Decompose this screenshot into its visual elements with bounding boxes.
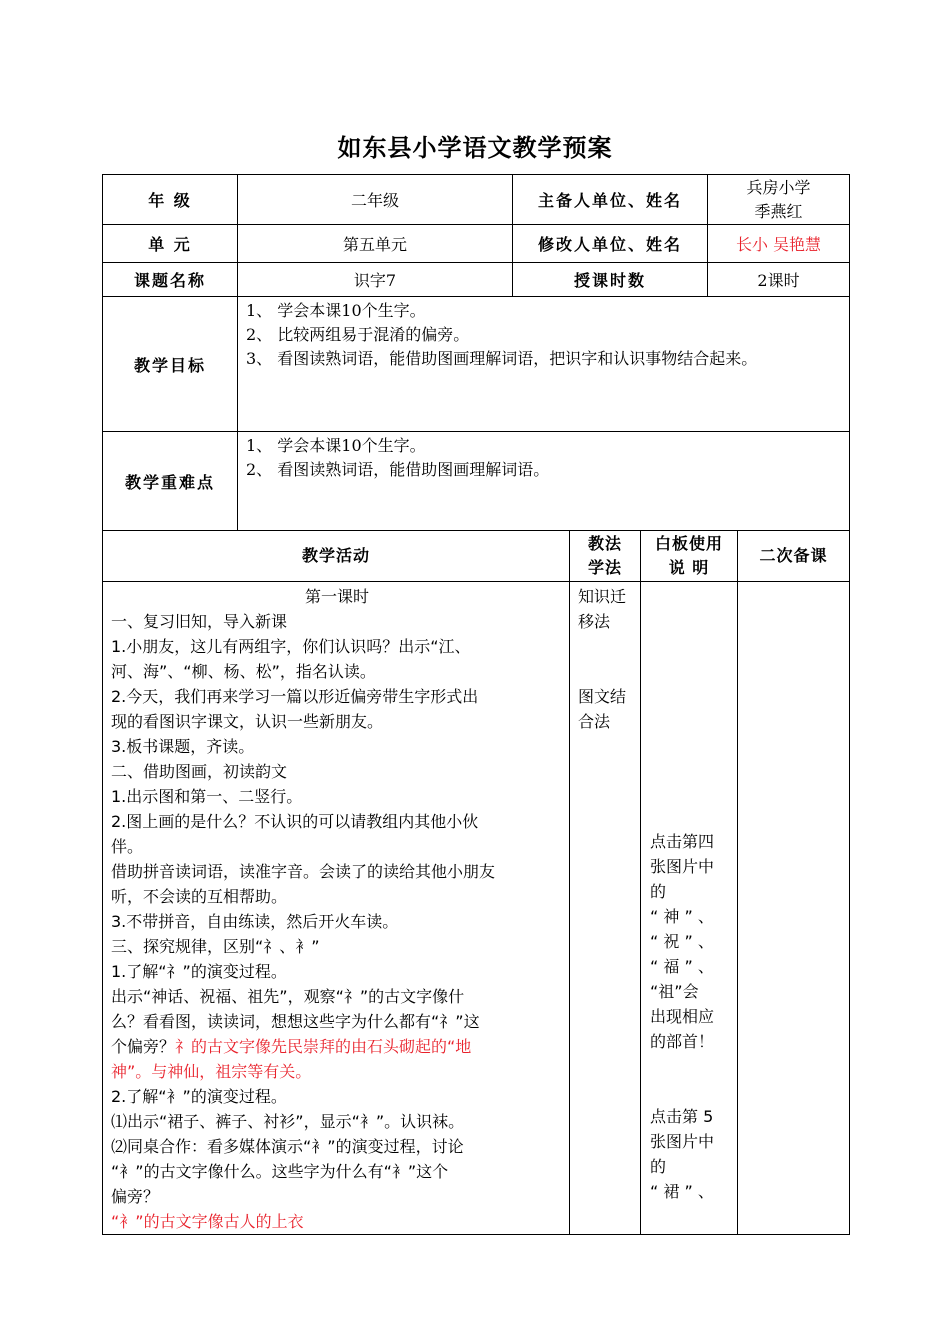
board-line: 的 xyxy=(650,882,667,901)
unit-value: 第五单元 xyxy=(238,225,513,263)
method-header-line: 学法 xyxy=(587,558,622,577)
lesson-title: 第一课时 xyxy=(304,587,369,606)
highlight-note: 礻的古文字像先民崇拜的由石头砌起的“地 xyxy=(175,1037,472,1056)
goal-item: 2、 比较两组易于混淆的偏旁。 xyxy=(246,325,470,344)
method-header xyxy=(570,531,641,582)
highlight-note: “衤”的古文字像古人的上衣 xyxy=(111,1212,304,1231)
activity-line: ⑴出示“裙子、裤子、衬衫”，显示“衤”。认识袜。 xyxy=(111,1112,465,1131)
page-title: 如东县小学语文教学预案 xyxy=(337,134,613,162)
activity-line: 河、海”、“柳、杨、松”，指名认读。 xyxy=(111,662,376,681)
activity-line: 1.小朋友，这儿有两组字，你们认识吗？出示“江、 xyxy=(111,637,471,656)
keypoints-label: 教学重难点 xyxy=(103,432,238,531)
method-content xyxy=(570,582,641,1235)
activity-line: 3.不带拼音，自由练读，然后开火车读。 xyxy=(111,912,399,931)
board-line: 的 xyxy=(650,1157,667,1176)
secondary-content xyxy=(738,582,850,1235)
method-line: 合法 xyxy=(578,712,611,731)
activity-line: 出示“神话、祝福、祖先”，观察“礻”的古文字像什 xyxy=(111,987,465,1006)
reviser-label: 修改人单位、姓名 xyxy=(513,225,708,263)
highlight-note: 神”。与神仙，祖宗等有关。 xyxy=(111,1062,312,1081)
keypoint-item: 1、 学会本课10个生字。 xyxy=(246,436,426,455)
author-value xyxy=(708,175,850,225)
activity-line: 1.出示图和第一、二竖行。 xyxy=(111,787,303,806)
info-table xyxy=(102,174,850,531)
hours-value: 2课时 xyxy=(708,263,850,297)
grade-value: 二年级 xyxy=(238,175,513,225)
reviser-value: 长小 吴艳慧 xyxy=(708,225,850,263)
activity-line: 偏旁？ xyxy=(111,1187,160,1206)
activity-line: ⑵同桌合作：看多媒体演示“衤”的演变过程，讨论 xyxy=(111,1137,464,1156)
board-line: “ 神 ” 、 xyxy=(650,907,714,926)
method-line: 图文结 xyxy=(578,687,627,706)
activity-line: 3.板书课题，齐读。 xyxy=(111,737,255,756)
method-header-line: 教法 xyxy=(587,534,622,553)
board-line: 出现相应 xyxy=(650,1007,715,1026)
board-line: “ 祝 ” 、 xyxy=(650,932,714,951)
method-line: 移法 xyxy=(578,612,611,631)
activity-table xyxy=(102,530,850,1235)
author-school: 兵房小学 xyxy=(746,177,811,197)
topic-value: 识字7 xyxy=(238,263,513,297)
activity-content xyxy=(103,582,570,1235)
activity-line: 2.了解“衤”的演变过程。 xyxy=(111,1087,287,1106)
author-label: 主备人单位、姓名 xyxy=(513,175,708,225)
keypoints-content xyxy=(238,432,850,531)
goal-item: 3、 看图读熟词语，能借助图画理解词语，把识字和认识事物结合起来。 xyxy=(246,349,758,368)
activity-line xyxy=(111,1034,563,1059)
author-name: 季燕红 xyxy=(754,201,803,221)
board-line: “ 福 ” 、 xyxy=(650,957,714,976)
board-line: 点击第四 xyxy=(650,832,715,851)
board-line: 张图片中 xyxy=(650,1132,715,1151)
spacer xyxy=(578,634,636,684)
goals-label: 教学目标 xyxy=(103,297,238,432)
section-heading: 一、复习旧知，导入新课 xyxy=(111,612,288,631)
method-line: 知识迁 xyxy=(578,587,627,606)
board-header-line: 白板使用 xyxy=(654,534,723,553)
unit-label: 单 元 xyxy=(103,225,238,263)
board-line: “ 裙 ” 、 xyxy=(650,1182,714,1201)
hours-label: 授课时数 xyxy=(513,263,708,297)
board-line: 点击第 5 xyxy=(650,1107,714,1126)
section-heading: 三、探究规律，区别“礻、衤” xyxy=(111,937,320,956)
activity-line: “衤”的古文字像什么。这些字为什么有“衤”这个 xyxy=(111,1162,449,1181)
activity-line: 么？看看图，读读词，想想这些字为什么都有“礻”这 xyxy=(111,1012,480,1031)
spacer xyxy=(650,582,731,829)
board-line: 张图片中 xyxy=(650,857,715,876)
goal-item: 1、 学会本课10个生字。 xyxy=(246,301,426,320)
goals-content xyxy=(238,297,850,432)
activity-line: 伴。 xyxy=(111,837,144,856)
activity-line: 2.图上画的是什么？不认识的可以请教组内其他小伙 xyxy=(111,812,479,831)
activity-header: 教学活动 xyxy=(103,531,570,582)
grade-label: 年 级 xyxy=(103,175,238,225)
activity-text: 个偏旁？ xyxy=(111,1037,176,1056)
board-header xyxy=(641,531,738,582)
board-header-line: 说 明 xyxy=(668,558,710,577)
board-content xyxy=(641,582,738,1235)
topic-label: 课题名称 xyxy=(103,263,238,297)
activity-line: 1.了解“礻”的演变过程。 xyxy=(111,962,287,981)
section-heading: 二、借助图画，初读韵文 xyxy=(111,762,288,781)
activity-line: 听，不会读的互相帮助。 xyxy=(111,887,288,906)
board-line: “祖”会 xyxy=(650,982,699,1001)
activity-line: 2.今天，我们再来学习一篇以形近偏旁带生字形式出 xyxy=(111,687,479,706)
secondary-header: 二次备课 xyxy=(738,531,850,582)
activity-line: 现的看图识字课文，认识一些新朋友。 xyxy=(111,712,384,731)
keypoint-item: 2、 看图读熟词语，能借助图画理解词语。 xyxy=(246,460,550,479)
board-line: 的部首！ xyxy=(650,1032,715,1051)
activity-line: 借助拼音读词语，读准字音。会读了的读给其他小朋友 xyxy=(111,862,496,881)
spacer xyxy=(650,1054,731,1104)
